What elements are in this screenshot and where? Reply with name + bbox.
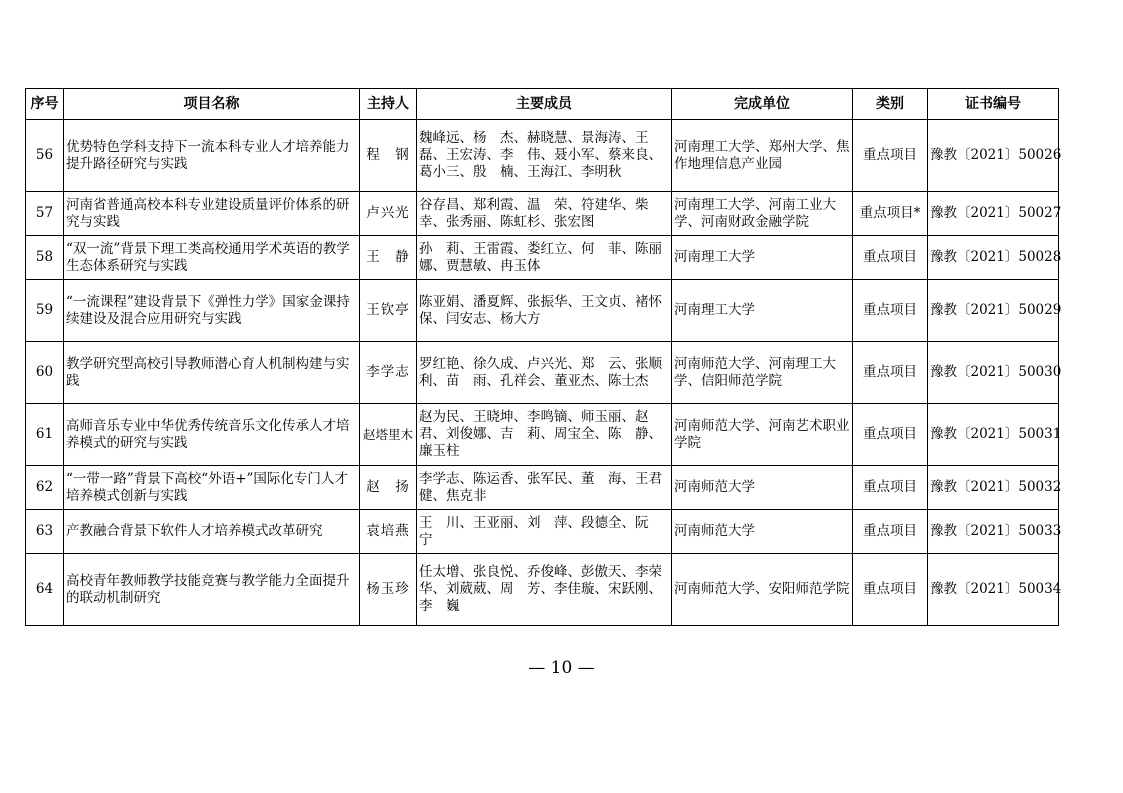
cell-category: 重点项目	[853, 404, 928, 466]
header-name: 项目名称	[64, 89, 360, 120]
header-no: 序号	[26, 89, 64, 120]
cell-members: 李学志、陈运香、张军民、董 海、王君健、焦克非	[417, 466, 672, 510]
cell-members: 谷存昌、郑利霞、温 荣、符建华、柴 幸、张秀丽、陈虹杉、张宏图	[417, 192, 672, 236]
header-members: 主要成员	[417, 89, 672, 120]
table-row	[26, 404, 1059, 466]
cell-category: 重点项目	[853, 342, 928, 404]
cell-cert: 豫教〔2021〕50028	[928, 236, 1059, 280]
cell-members: 王 川、王亚丽、刘 萍、段德全、阮 宁	[417, 510, 672, 554]
cell-units: 河南理工大学	[672, 236, 853, 280]
cell-name: 河南省普通高校本科专业建设质量评价体系的研究与实践	[64, 192, 360, 236]
cell-category: 重点项目	[853, 466, 928, 510]
cell-category: 重点项目	[853, 236, 928, 280]
cell-units: 河南师范大学、河南艺术职业学院	[672, 404, 853, 466]
cell-units: 河南师范大学	[672, 510, 853, 554]
cell-no: 57	[26, 192, 64, 236]
project-table	[25, 88, 1062, 626]
cell-no: 64	[26, 554, 64, 626]
header-category: 类别	[853, 89, 928, 120]
cell-host: 赵 扬	[360, 466, 417, 510]
cell-no: 56	[26, 120, 64, 192]
cell-cert: 豫教〔2021〕50031	[928, 404, 1059, 466]
cell-host: 程 钢	[360, 120, 417, 192]
page-number: — 10 —	[528, 658, 595, 678]
cell-host: 赵塔里木	[360, 404, 417, 466]
cell-units: 河南师范大学	[672, 466, 853, 510]
cell-no: 59	[26, 280, 64, 342]
cell-host: 杨玉珍	[360, 554, 417, 626]
cell-host: 李学志	[360, 342, 417, 404]
cell-category: 重点项目*	[853, 192, 928, 236]
cell-units: 河南师范大学、安阳师范学院	[672, 554, 853, 626]
cell-cert: 豫教〔2021〕50030	[928, 342, 1059, 404]
cell-category: 重点项目	[853, 280, 928, 342]
cell-cert: 豫教〔2021〕50033	[928, 510, 1059, 554]
cell-category: 重点项目	[853, 120, 928, 192]
header-cert: 证书编号	[928, 89, 1059, 120]
cell-name: “一带一路”背景下高校“外语+”国际化专门人才培养模式创新与实践	[64, 466, 360, 510]
header-units: 完成单位	[672, 89, 853, 120]
cell-cert: 豫教〔2021〕50032	[928, 466, 1059, 510]
cell-members: 赵为民、王晓坤、李鸣镝、师玉丽、赵 君、刘俊娜、吉 莉、周宝全、陈 静、廉玉柱	[417, 404, 672, 466]
cell-name: “一流课程”建设背景下《弹性力学》国家金课持续建设及混合应用研究与实践	[64, 280, 360, 342]
cell-no: 63	[26, 510, 64, 554]
cell-category: 重点项目	[853, 510, 928, 554]
cell-members: 任太增、张良悦、乔俊峰、彭傲天、李荣华、刘葳葳、周 芳、李佳璇、宋跃刚、李 巍	[417, 554, 672, 626]
cell-category: 重点项目	[853, 554, 928, 626]
cell-name: “双一流”背景下理工类高校通用学术英语的教学生态体系研究与实践	[64, 236, 360, 280]
cell-no: 61	[26, 404, 64, 466]
cell-units: 河南师范大学、河南理工大学、信阳师范学院	[672, 342, 853, 404]
cell-no: 62	[26, 466, 64, 510]
table-row	[26, 554, 1059, 626]
cell-cert: 豫教〔2021〕50026	[928, 120, 1059, 192]
table-row	[26, 510, 1059, 554]
cell-members: 罗红艳、徐久成、卢兴光、郑 云、张顺利、苗 雨、孔祥会、董亚杰、陈士杰	[417, 342, 672, 404]
cell-cert: 豫教〔2021〕50027	[928, 192, 1059, 236]
cell-name: 产教融合背景下软件人才培养模式改革研究	[64, 510, 360, 554]
table-row	[26, 192, 1059, 236]
table-row	[26, 466, 1059, 510]
cell-name: 高师音乐专业中华优秀传统音乐文化传承人才培养模式的研究与实践	[64, 404, 360, 466]
table-row	[26, 342, 1059, 404]
cell-units: 河南理工大学、郑州大学、焦作地理信息产业园	[672, 120, 853, 192]
cell-no: 60	[26, 342, 64, 404]
cell-host: 卢兴光	[360, 192, 417, 236]
cell-name: 教学研究型高校引导教师潜心育人机制构建与实践	[64, 342, 360, 404]
table-header-row	[26, 89, 1059, 120]
cell-members: 孙 莉、王雷霞、娄红立、何 菲、陈丽娜、贾慧敏、冉玉体	[417, 236, 672, 280]
cell-host: 王钦亭	[360, 280, 417, 342]
cell-host: 袁培燕	[360, 510, 417, 554]
cell-units: 河南理工大学、河南工业大学、河南财政金融学院	[672, 192, 853, 236]
table-row	[26, 120, 1059, 192]
cell-host: 王 静	[360, 236, 417, 280]
table-row	[26, 280, 1059, 342]
cell-name: 优势特色学科支持下一流本科专业人才培养能力提升路径研究与实践	[64, 120, 360, 192]
cell-no: 58	[26, 236, 64, 280]
cell-cert: 豫教〔2021〕50029	[928, 280, 1059, 342]
cell-name: 高校青年教师教学技能竞赛与教学能力全面提升的联动机制研究	[64, 554, 360, 626]
cell-members: 魏峰远、杨 杰、赫晓慧、景海涛、王 磊、王宏涛、李 伟、聂小军、蔡来良、葛小三、殷 楠、王海江、李明秋	[417, 120, 672, 192]
cell-cert: 豫教〔2021〕50034	[928, 554, 1059, 626]
cell-units: 河南理工大学	[672, 280, 853, 342]
table-row	[26, 236, 1059, 280]
header-host: 主持人	[360, 89, 417, 120]
cell-members: 陈亚娟、潘夏辉、张振华、王文贞、褚怀保、闫安志、杨大方	[417, 280, 672, 342]
